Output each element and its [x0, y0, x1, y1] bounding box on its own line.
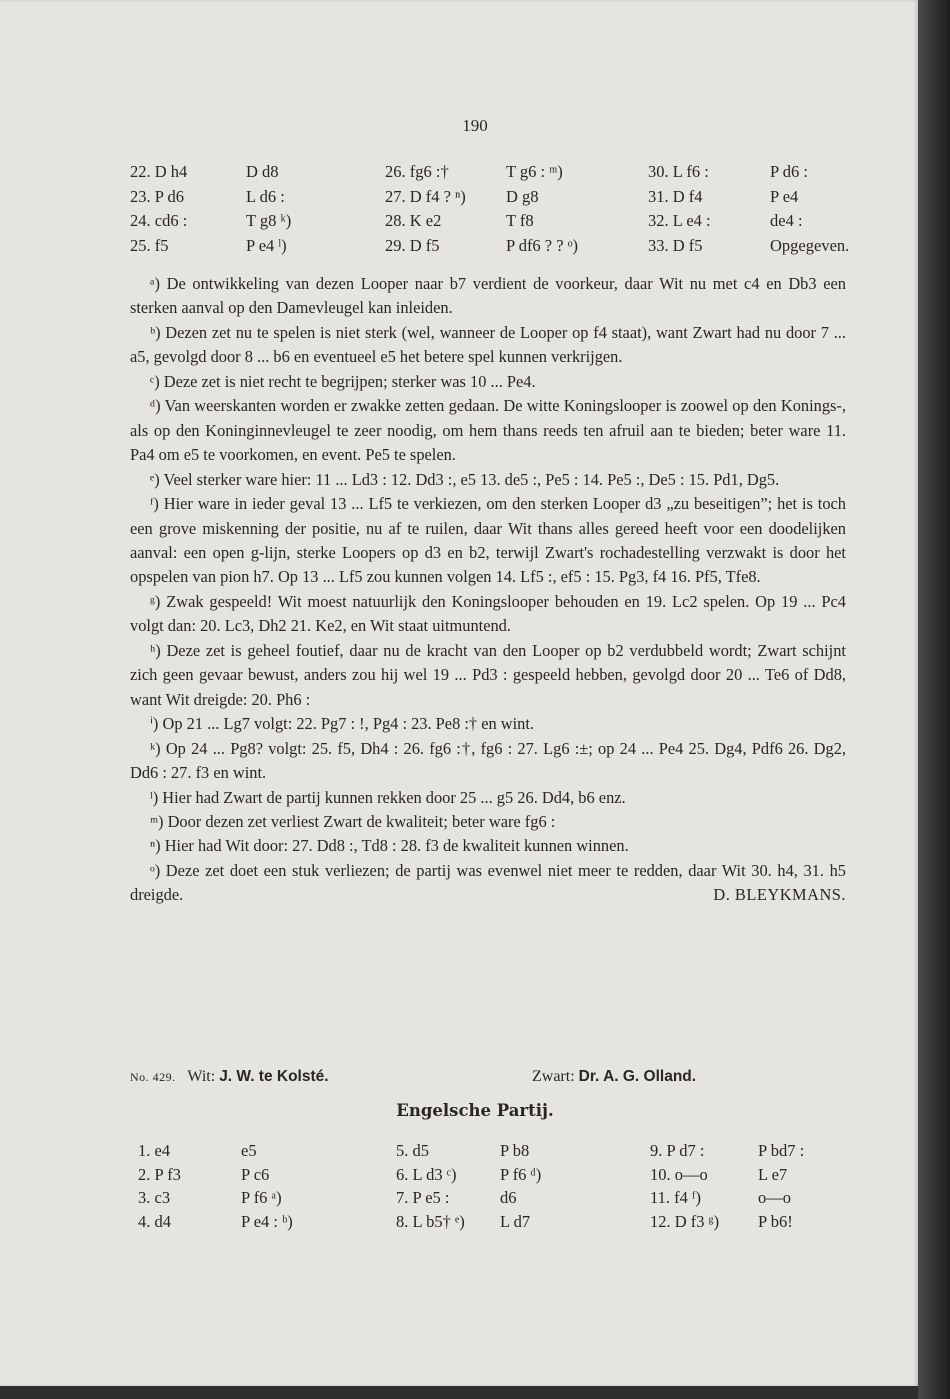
move-cell: P c6 [241, 1164, 270, 1184]
move-cell: 32. L e4 : [648, 211, 711, 230]
game-number: No. 429. [130, 1070, 176, 1084]
move-cell: 8. L b5† ᵉ) [396, 1211, 465, 1231]
move-row [130, 187, 850, 212]
move-cell: Opgegeven. [770, 235, 850, 255]
move-cell: 2. P f3 [138, 1164, 181, 1184]
move-row [138, 1141, 858, 1165]
move-cell: L d6 : [246, 186, 285, 206]
annotation-notes [130, 272, 846, 908]
move-cell: P b6! [758, 1211, 793, 1231]
move-cell: P e4 ˡ) [246, 235, 287, 255]
move-row [130, 236, 850, 261]
move-cell: 33. D f5 [648, 235, 703, 255]
move-cell: o—o [758, 1188, 791, 1207]
black-name: Dr. A. G. Olland. [578, 1068, 697, 1085]
move-cell: P e4 : ᵇ) [241, 1211, 293, 1231]
book-spine-edge [918, 0, 950, 1399]
move-cell: 28. K e2 [385, 211, 442, 230]
move-row [130, 211, 850, 236]
move-cell: 3. c3 [138, 1188, 171, 1207]
move-cell: 29. D f5 [385, 235, 440, 255]
move-cell: 4. d4 [138, 1211, 171, 1231]
move-cell: P e4 [770, 186, 799, 206]
white-player [130, 1068, 329, 1086]
move-row [130, 162, 850, 187]
move-cell: P bd7 : [758, 1141, 805, 1160]
note-b: ᵇ) Dezen zet nu te spelen is niet sterk (wel, wanneer de Looper op f4 staat), want Zwart had nu door 7 ... a5, gevolgd door 8 ... b6 en eventueel e5 het betere spel kunnen verkrijgen. [130, 322, 846, 367]
move-cell: 11. f4 ᶠ) [650, 1188, 701, 1207]
white-label: Wit: [187, 1068, 216, 1085]
move-cell: P df6 ? ? ᵒ) [506, 235, 578, 255]
move-cell: T f8 [506, 211, 534, 230]
note-n: ⁿ) Hier had Wit door: 27. Dd8 :, Td8 : 28. f3 de kwaliteit kunnen winnen. [150, 836, 629, 856]
black-player [532, 1068, 696, 1086]
note-o-text: ᵒ) Deze zet doet een stuk verliezen; de partij was evenwel niet meer te redden, daar Wit 30. h4, 31. h5 dreigde. [130, 860, 846, 905]
move-cell: 25. f5 [130, 235, 169, 255]
move-cell: 1. e4 [138, 1141, 171, 1160]
note-h: ʰ) Deze zet is geheel foutief, daar nu de kracht van den Looper op b2 verdubbeld wordt; Zwart schijnt zich geen gevaar bewust, anders zou hij wel 19 ... Pd3 : gespeeld hebben, gevolgd door 20 ... Te6 of Dd8, want Wit dreigde: 20. Ph6 : [130, 640, 846, 709]
note-m: ᵐ) Door dezen zet verliest Zwart de kwaliteit; beter ware fg6 : [150, 811, 556, 831]
moves-table-bottom [138, 1141, 858, 1235]
move-cell: D g8 [506, 186, 539, 206]
note-g: ᵍ) Zwak gespeeld! Wit moest natuurlijk den Koningslooper behouden en 19. Lc2 spelen. Op 19 ... Pc4 volgt dan: 20. Lc3, Dh2 21. Ke2, en Wit staat uitmuntend. [130, 591, 846, 636]
move-cell: 24. cd6 : [130, 211, 188, 230]
move-cell: 30. L f6 : [648, 162, 709, 181]
move-row [138, 1165, 858, 1189]
note-k: ᵏ) Op 24 ... Pg8? volgt: 25. f5, Dh4 : 26. fg6 :†, fg6 : 27. Lg6 :±; op 24 ... Pe4 25. Dg4, Pdf6 26. Dg2, Dd6 : 27. f3 en wint. [130, 738, 846, 783]
move-cell: T g8 ᵏ) [246, 211, 292, 230]
move-cell: 26. fg6 :† [385, 162, 449, 181]
move-cell: 22. D h4 [130, 162, 188, 181]
note-f: ᶠ) Hier ware in ieder geval 13 ... Lf5 te verkiezen, om den sterken Looper d3 „zu beseitigen”; het is toch een grove miskenning der positie, nu af te ruilen, daar Wit thans alles gereed heeft voor een doodelijken aanval: een open g-lijn, sterke Loopers op d3 en b2, terwijl Zwart's rochadestelling verzwakt is door het opspelen van pion h7. Op 13 ... Lf5 zou kunnen volgen 14. Lf5 :, ef5 : 15. Pg3, f4 16. Pf5, Tfe8. [130, 494, 846, 587]
move-cell: L d7 [500, 1211, 531, 1231]
page-number: 190 [462, 116, 488, 135]
move-cell: 10. o—o [650, 1164, 708, 1184]
move-cell: D d8 [246, 162, 279, 181]
move-cell: 12. D f3 ᵍ) [650, 1211, 720, 1231]
note-i: ⁱ) Op 21 ... Lg7 volgt: 22. Pg7 : !, Pg4 : 23. Pe8 :† en wint. [150, 714, 535, 734]
move-cell: 27. D f4 ? ⁿ) [385, 186, 466, 206]
moves-table-top [130, 162, 850, 260]
white-name: J. W. te Kolsté. [219, 1068, 329, 1085]
move-cell: 9. P d7 : [650, 1141, 705, 1160]
page-bottom-edge [0, 1386, 918, 1399]
move-cell: d6 [500, 1188, 517, 1207]
black-label: Zwart: [532, 1068, 575, 1085]
move-cell: 23. P d6 [130, 186, 184, 206]
move-cell: 7. P e5 : [396, 1188, 450, 1207]
move-cell: P f6 ᵃ) [241, 1188, 282, 1207]
opening-title: Engelsche Partij. [396, 1101, 554, 1120]
move-cell: T g6 : ᵐ) [506, 162, 563, 181]
note-e: ᵉ) Veel sterker ware hier: 11 ... Ld3 : 12. Dd3 :, e5 13. de5 :, Pe5 : 14. Pe5 :, De5 : 15. Pd1, Dg5. [150, 469, 780, 489]
move-cell: 5. d5 [396, 1141, 429, 1160]
note-l: ˡ) Hier had Zwart de partij kunnen rekken door 25 ... g5 26. Dd4, b6 enz. [150, 787, 626, 807]
author-signature: D. BLEYKMANS. [713, 885, 846, 905]
move-row [138, 1188, 858, 1212]
move-cell: de4 : [770, 211, 803, 230]
note-o [130, 859, 846, 908]
note-d: ᵈ) Van weerskanten worden er zwakke zetten gedaan. De witte Koningslooper is zoowel op den Konings-, als op den Koninginnevleugel te zeer noodig, om hem thans reeds ten afruil aan te bieden; beter ware 11. Pa4 om e5 te voorkomen, en event. Pe5 te spelen. [130, 396, 846, 465]
move-cell: 31. D f4 [648, 186, 703, 206]
move-cell: P b8 [500, 1141, 530, 1160]
move-cell: P f6 ᵈ) [500, 1164, 542, 1184]
move-cell: e5 [241, 1141, 257, 1160]
move-cell: L e7 [758, 1164, 788, 1184]
move-row [138, 1212, 858, 1236]
move-cell: 6. L d3 ᶜ) [396, 1164, 457, 1184]
note-c: ᶜ) Deze zet is niet recht te begrijpen; sterker was 10 ... Pe4. [150, 371, 536, 391]
move-cell: P d6 : [770, 162, 808, 181]
note-a: ᵃ) De ontwikkeling van dezen Looper naar b7 verdient de voorkeur, daar Wit nu met c4 en Db3 een sterken aanval op den Damevleugel kan inleiden. [130, 274, 846, 318]
